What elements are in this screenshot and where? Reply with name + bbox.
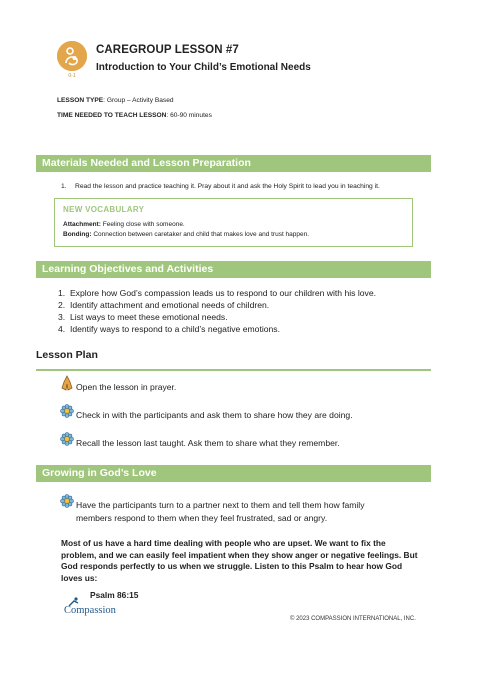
page-title: CAREGROUP LESSON #7 bbox=[96, 44, 239, 56]
objective-item: 2. Identify attachment and emotional needs of children. bbox=[58, 300, 270, 310]
vocabulary-item-attachment bbox=[63, 221, 185, 228]
psalm-reference: Psalm 86:15 bbox=[90, 590, 139, 600]
objective-item: 1. Explore how God’s compassion leads us to respond to our children with his love. bbox=[58, 288, 376, 298]
paragraph-line: loves us: bbox=[61, 572, 98, 583]
lesson-step: Recall the lesson last taught. Ask them to share what they remember. bbox=[76, 438, 340, 448]
materials-item: Read the lesson and practice teaching it. Pray about it and ask the Holy Spirit to lead you in teaching it. bbox=[75, 183, 380, 190]
page-subtitle: Introduction to Your Child’s Emotional Needs bbox=[96, 62, 311, 73]
paragraph-line: God responds perfectly to us when we struggle. Listen to this Psalm to hear how God bbox=[61, 561, 403, 571]
objective-item: 4. Identify ways to respond to a child’s negative emotions. bbox=[58, 324, 280, 334]
materials-item-number: 1. bbox=[61, 183, 67, 190]
paragraph-line: problem, and we can easily feel impatient when they show anger or negative feelings. But bbox=[61, 549, 418, 560]
flower-icon bbox=[60, 404, 74, 418]
praying-hands-icon bbox=[60, 375, 74, 391]
logo-age-label: 0-1 bbox=[68, 73, 76, 79]
vocabulary-definition: Connection between caretaker and child that makes love and trust happen. bbox=[91, 231, 310, 238]
vocabulary-title: NEW VOCABULARY bbox=[63, 205, 145, 214]
copyright: © 2023 COMPASSION INTERNATIONAL, INC. bbox=[290, 616, 416, 622]
time-needed-label: TIME NEEDED TO TEACH LESSON bbox=[57, 112, 167, 119]
lesson-logo bbox=[57, 41, 87, 71]
objectives-heading: Learning Objectives and Activities bbox=[36, 261, 431, 278]
flower-icon bbox=[60, 432, 74, 446]
lesson-step: Check in with the participants and ask them to share how they are doing. bbox=[76, 410, 353, 420]
lesson-type bbox=[57, 97, 174, 104]
flower-icon bbox=[60, 494, 74, 508]
growing-instruction-line: members respond to them when they feel frustrated, sad or angry. bbox=[76, 513, 328, 523]
paragraph-line: Most of us have a hard time dealing with people who are upset. We want to fix the bbox=[61, 538, 386, 548]
lesson-plan-divider bbox=[36, 369, 431, 371]
objective-item: 3. List ways to meet these emotional needs. bbox=[58, 312, 228, 322]
growing-heading: Growing in God’s Love bbox=[36, 465, 431, 482]
vocabulary-term: Attachment: bbox=[63, 221, 101, 228]
lesson-type-value: : Group – Activity Based bbox=[103, 97, 174, 104]
growing-paragraph bbox=[61, 538, 441, 584]
vocabulary-term: Bonding: bbox=[63, 231, 92, 238]
materials-heading: Materials Needed and Lesson Preparation bbox=[36, 155, 431, 172]
vocabulary-item-bonding bbox=[63, 231, 309, 238]
lesson-step: Open the lesson in prayer. bbox=[76, 382, 177, 392]
time-needed-value: : 60-90 minutes bbox=[166, 112, 212, 119]
time-needed bbox=[57, 112, 212, 119]
vocabulary-box bbox=[54, 198, 413, 247]
vocabulary-definition: Feeling close with someone. bbox=[100, 221, 185, 228]
lesson-plan-heading: Lesson Plan bbox=[36, 349, 98, 361]
lesson-type-label: LESSON TYPE bbox=[57, 97, 104, 104]
mother-child-icon bbox=[57, 41, 87, 71]
compassion-logo: Compassion bbox=[64, 605, 116, 616]
growing-instruction-line: Have the participants turn to a partner next to them and tell them how family bbox=[76, 500, 365, 510]
